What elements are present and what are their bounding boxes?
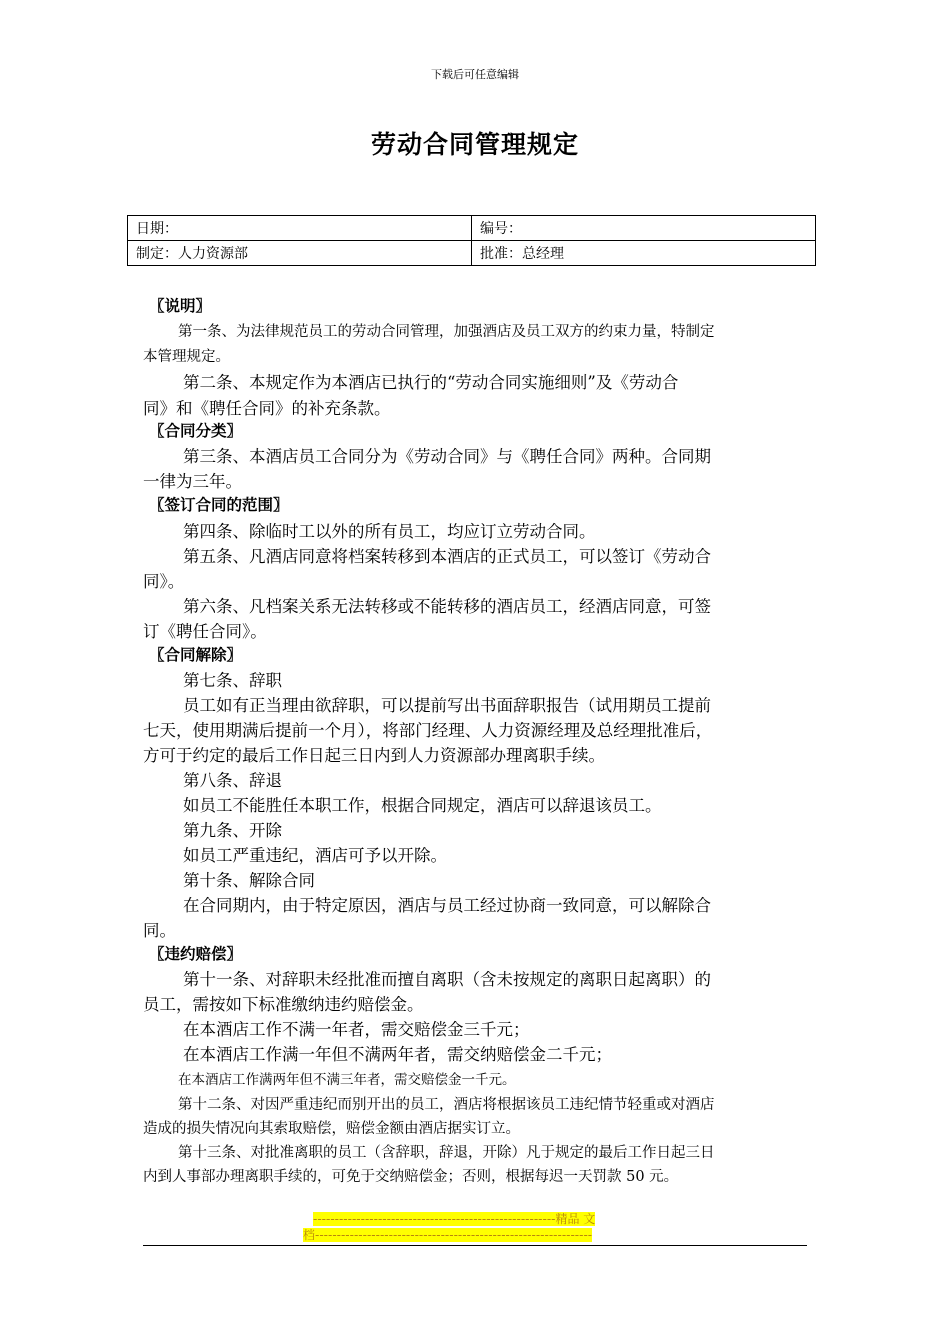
- header-note: 下载后可任意编辑: [431, 68, 519, 81]
- article-3-line-1: 第三条、本酒店员工合同分为《劳动合同》与《聘任合同》两种。合同期: [183, 447, 711, 466]
- article-5-line-1: 第五条、凡酒店同意将档案转移到本酒店的正式员工，可以签订《劳动合: [183, 547, 711, 566]
- article-10-text-line-1: 在合同期内，由于特定原因，酒店与员工经过协商一致同意，可以解除合: [183, 896, 711, 915]
- article-11-item-3: 在本酒店工作满两年但不满三年者，需交赔偿金一千元。: [178, 1072, 516, 1088]
- article-7-heading: 第七条、辞职: [183, 671, 282, 690]
- article-8-heading: 第八条、辞退: [183, 771, 282, 790]
- article-1-line-2: 本管理规定。: [143, 349, 230, 365]
- meta-row: [128, 241, 816, 266]
- date-cell: 日期：: [128, 216, 472, 241]
- article-11-item-1: 在本酒店工作不满一年者，需交赔偿金三千元；: [183, 1020, 530, 1039]
- article-13-line-2: 内到人事部办理离职手续的，可免于交纳赔偿金；否则，根据每迟一天罚款 50 元。: [143, 1169, 679, 1185]
- article-12-line-2: 造成的损失情况向其索取赔偿，赔偿金额由酒店据实订立。: [143, 1121, 520, 1137]
- article-12-line-1: 第十二条、对因严重违纪而别开出的员工，酒店将根据该员工违纪情节轻重或对酒店: [178, 1097, 715, 1113]
- article-10-heading: 第十条、解除合同: [183, 871, 315, 890]
- document-title: 劳动合同管理规定: [370, 130, 579, 159]
- article-7-text-line-1: 员工如有正当理由欲辞职，可以提前写出书面辞职报告（试用期员工提前: [183, 696, 711, 715]
- number-cell: 编号：: [472, 216, 816, 241]
- article-11-line-2: 员工，需按如下标准缴纳违约赔偿金。: [143, 995, 424, 1014]
- article-6-line-2: 订《聘任合同》。: [143, 622, 267, 641]
- article-11-item-2: 在本酒店工作满一年但不满两年者，需交纳赔偿金二千元；: [183, 1045, 612, 1064]
- section-heading-explanation: 〖说明〗: [149, 297, 212, 315]
- article-7-text-line-3: 方可于约定的最后工作日起三日内到人力资源部办理离职手续。: [143, 746, 605, 765]
- footer-watermark-line-1: --------------------------------------------------------精品 文: [313, 1212, 596, 1226]
- article-13-line-1: 第十三条、对批准离职的员工（含辞职，辞退，开除）凡于规定的最后工作日起三日: [178, 1145, 715, 1161]
- article-7-text-line-2: 七天，使用期满后提前一个月），将部门经理、人力资源经理及总经理批准后，: [143, 721, 713, 740]
- article-2-line-2: 同》和《聘任合同》的补充条款。: [143, 399, 391, 418]
- meta-row: [128, 216, 816, 241]
- section-heading-classification: 〖合同分类〗: [149, 422, 243, 440]
- footer-watermark-line-2: 档----------------------------------------------------------------: [303, 1228, 593, 1242]
- section-heading-scope: 〖签订合同的范围〗: [149, 496, 289, 514]
- article-4-line: 第四条、除临时工以外的所有员工，均应订立劳动合同。: [183, 522, 596, 541]
- article-9-heading: 第九条、开除: [183, 821, 282, 840]
- article-9-text: 如员工严重违纪，酒店可予以开除。: [183, 846, 447, 865]
- approved-by-cell: 批准：总经理: [472, 241, 816, 266]
- meta-table: [127, 215, 816, 266]
- section-heading-termination: 〖合同解除〗: [149, 646, 243, 664]
- article-2-line-1: 第二条、本规定作为本酒店已执行的“劳动合同实施细则”及《劳动合: [183, 373, 679, 392]
- made-by-cell: 制定：人力资源部: [128, 241, 472, 266]
- footer-divider: [143, 1245, 807, 1246]
- section-heading-compensation: 〖违约赔偿〗: [149, 945, 243, 963]
- article-11-line-1: 第十一条、对辞职未经批准而擅自离职（含未按规定的离职日起离职）的: [183, 970, 711, 989]
- article-5-line-2: 同》。: [143, 572, 185, 591]
- article-3-line-2: 一律为三年。: [143, 472, 242, 491]
- article-1-line-1: 第一条、为法律规范员工的劳动合同管理，加强酒店及员工双方的约束力量，特制定: [178, 324, 715, 340]
- article-10-text-line-2: 同。: [143, 921, 176, 940]
- article-6-line-1: 第六条、凡档案关系无法转移或不能转移的酒店员工，经酒店同意，可签: [183, 597, 711, 616]
- article-8-text: 如员工不能胜任本职工作，根据合同规定，酒店可以辞退该员工。: [183, 796, 662, 815]
